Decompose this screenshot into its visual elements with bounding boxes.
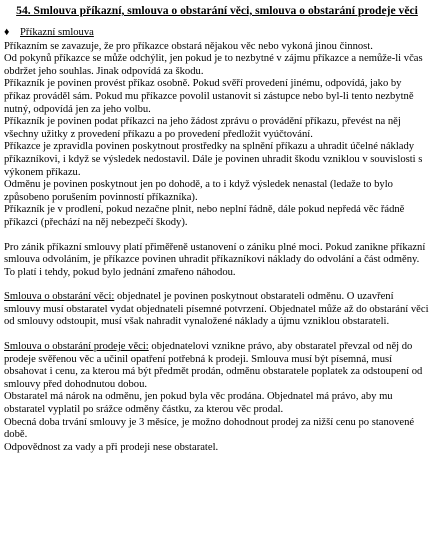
paragraph: Příkazník je povinen provést příkaz osobně. Pokud svěří provedení jinému, odpovídá, jako by příkaz prováděl sám. Pokud mu příkazce povolil ustanovit si zástupce nebo byl-li tento nezbytně nutný, odpovídá jen za jeho volbu. <box>4 78 414 115</box>
diamond-bullet-icon: ♦ <box>4 27 10 38</box>
paragraph: Obecná doba trvání smlouvy je 3 měsíce, je možno dohodnout prodej za nižší cenu po stanovené době. <box>4 416 415 441</box>
paragraph-smlouva-o-obstarani-prodeje-veci <box>4 341 430 391</box>
spacer <box>4 279 430 291</box>
paragraph-smlouva-o-obstarani-veci <box>4 291 430 329</box>
section-heading-prikazni-smlouva: Příkazní smlouva <box>20 27 94 38</box>
page-title: 54. Smlouva příkazní, smlouva o obstarání věci, smlouva o obstarání prodeje věci <box>16 4 418 17</box>
paragraph: Odměnu je povinen poskytnout jen po dohodě, a to i když výsledek nenastal (ledaže to bylo způsobeno porušením povinností příkazníka). <box>4 179 393 203</box>
spacer <box>4 230 430 242</box>
paragraph: Příkazce je zpravidla povinen poskytnout prostředky na splnění příkazu a uhradit účelné náklady příkazníkovi, i když se výsledek nedostavil. Dále je povinen uhradit škodu vzniklou v souvislosti s výkonem příkazu. <box>4 141 423 178</box>
paragraph: Příkazník je v prodlení, pokud nezačne plnit, nebo neplní řádně, dále pokud nepředá věc řádně příkazci (přechází na něj nebezpečí škody). <box>4 204 405 228</box>
paragraph: Příkazník je povinen podat příkazci na jeho žádost zprávu o provádění příkazu, převést na něj všechny užitky z provedení příkazu a po provedení předložit vyúčtování. <box>4 116 401 140</box>
text-smlouva-o-obstarani-prodeje-veci: objednatelovi vznikne právo, aby obstaratel převzal od něj do prodeje svěřenou věc a učinil opatření potřebná k prodeji. Smlouva musí být písemná, musí obsahovat i cenu, za kterou má být předmět prodán, odměnu obstaratele poplatek za odstoupení od smlouvy před dohodnutou dobou. <box>4 341 423 390</box>
spacer <box>4 329 430 341</box>
heading-smlouva-o-obstarani-prodeje-veci: Smlouva o obstarání prodeje věci: <box>4 341 149 353</box>
paragraph: Obstaratel má nárok na odměnu, jen pokud byla věc prodána. Objednatel má právo, aby mu obstaratel vyplatil po srážce odměny částku, za kterou věc prodal. <box>4 391 393 416</box>
paragraph-zanik: Pro zánik příkazní smlouvy platí přiměřeně ustanovení o zániku plné moci. Pokud zanikne příkazní smlouva odvoláním, je příkazce povinen uhradit příkazníkovi náklady do odvolání a část odměny. To platí i tehdy, pokud bylo jednání zmařeno náhodou. <box>4 241 426 278</box>
text-smlouva-o-obstarani-veci: objednatel je povinen poskytnout obstarateli odměnu. O uzavření smlouvy musí obstaratel vydat objednateli písemné potvrzení. Objednatel může až do obstarání věci od smlouvy odstoupit, musí však nahradit vynaložené náklady a újmu vzniklou obstarateli. <box>4 291 429 328</box>
paragraph: Od pokynů příkazce se může odchýlit, jen pokud je to nezbytné v zájmu příkazce a nemůže-li včas obdržet jeho souhlas. Jinak odpovídá za škodu. <box>4 53 423 77</box>
heading-smlouva-o-obstarani-veci: Smlouva o obstarání věci: <box>4 291 115 303</box>
paragraph: Odpovědnost za vady a při prodeji nese obstaratel. <box>4 441 219 453</box>
section-heading-row <box>4 27 430 40</box>
paragraph: Příkazním se zavazuje, že pro příkazce obstará nějakou věc nebo vykoná jinou činnost. <box>4 40 373 52</box>
